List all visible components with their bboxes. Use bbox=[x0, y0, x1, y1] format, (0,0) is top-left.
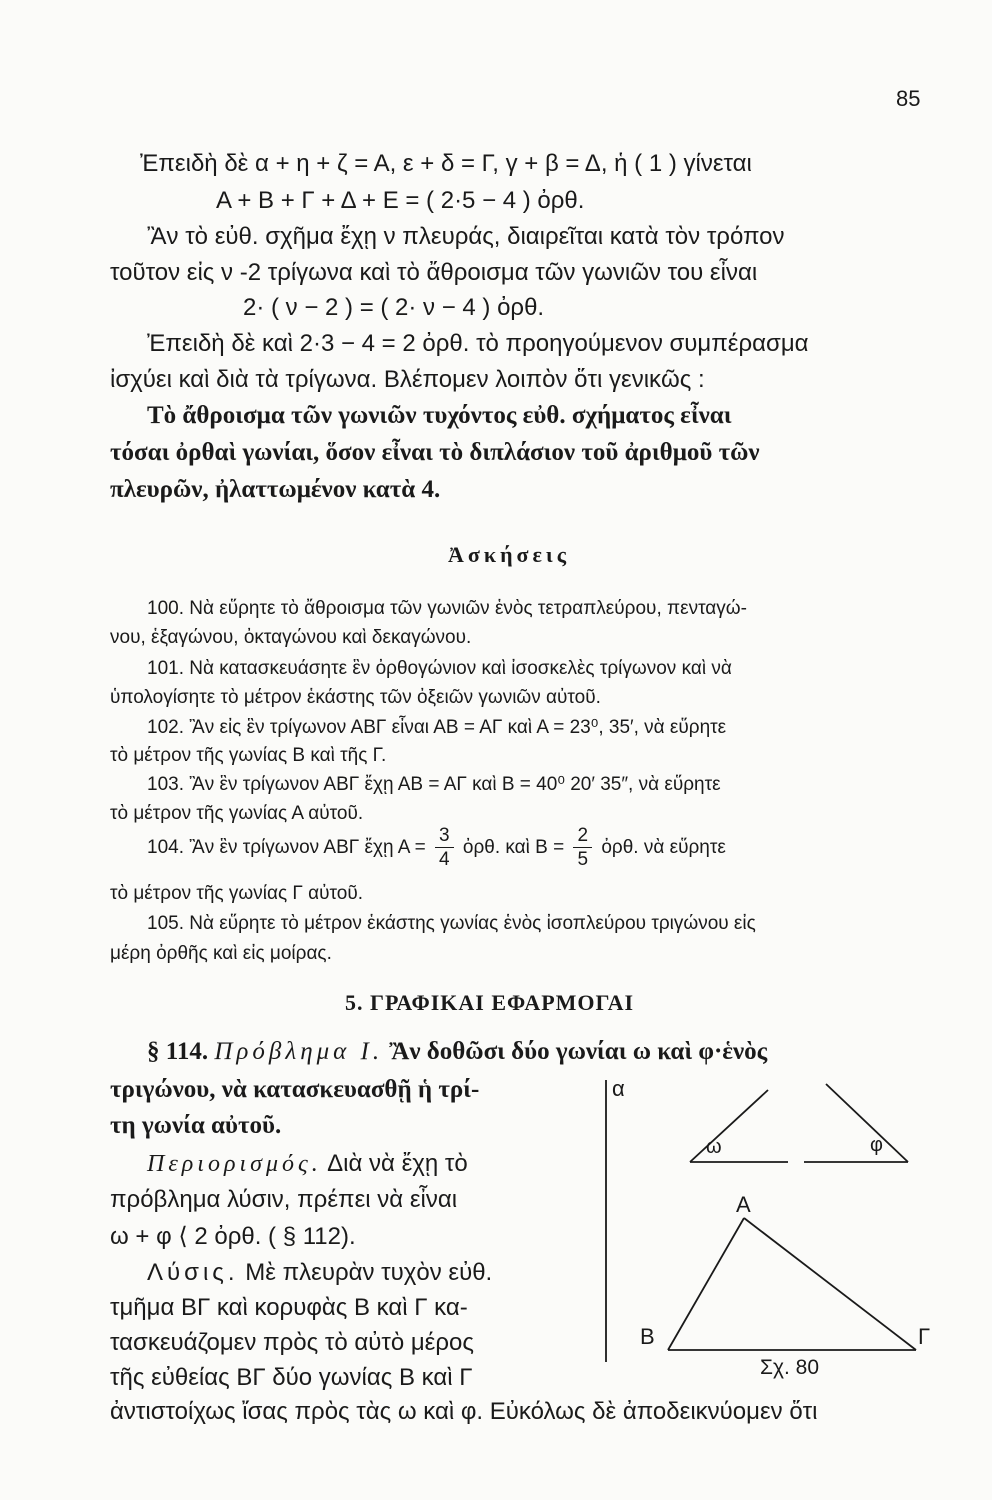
fraction-numerator: 2 bbox=[573, 826, 592, 848]
theorem-line-2: τόσαι ὀρθαὶ γωνίαι, ὅσον εἶναι τὸ διπλάσιον τοῦ ἀριθμοῦ τῶν bbox=[110, 439, 760, 466]
exercise-105-line-1: 105. Νὰ εὕρητε τὸ μέτρον ἑκάστης γωνίας ἑνὸς ἰσοπλεύρου τριγώνου εἰς bbox=[147, 913, 756, 934]
solution-label: Λύσις. bbox=[147, 1259, 239, 1286]
label-phi: φ bbox=[870, 1134, 883, 1156]
phi-angle-arm bbox=[826, 1084, 908, 1162]
problem-line-3: τη γωνία αὐτοῦ. bbox=[110, 1112, 282, 1139]
text-line-2: Α + Β + Γ + Δ + Ε = ( 2·5 − 4 ) ὀρθ. bbox=[216, 187, 585, 214]
text-line-1: Ἐπειδὴ δὲ α + η + ζ = Α, ε + δ = Γ, γ + β = Δ, ἡ ( 1 ) γίνεται bbox=[140, 150, 752, 177]
section-heading: 5. ΓΡΑΦΙΚΑΙ ΕΦΑΡΜΟΓΑΙ bbox=[345, 990, 635, 1015]
problem-line-6: ω + φ ⟨ 2 ὀρθ. ( § 112). bbox=[110, 1223, 356, 1250]
label-vertex-b: Β bbox=[640, 1324, 655, 1349]
triangle-side-ba bbox=[668, 1218, 744, 1350]
text-line-4: τοῦτον εἰς ν -2 τρίγωνα καὶ τὸ ἄθροισμα τῶν γωνιῶν του εἶναι bbox=[110, 259, 758, 286]
exercise-101-line-2: ὑπολογίσητε τὸ μέτρον ἑκάστης τῶν ὀξειῶν γωνιῶν αὐτοῦ. bbox=[110, 687, 601, 708]
exercise-102-line-2: τὸ μέτρον τῆς γωνίας Β καὶ τῆς Γ. bbox=[110, 745, 387, 766]
text-line-3: Ἂν τὸ εὐθ. σχῆμα ἔχῃ ν πλευράς, διαιρεῖται κατὰ τὸν τρόπον bbox=[147, 223, 785, 250]
label-alpha: α bbox=[612, 1076, 625, 1101]
problem-line-11: ἀντιστοίχως ἴσας πρὸς τὰς ω καὶ φ. Εὐκόλως δὲ ἀποδεικνύομεν ὅτι bbox=[110, 1398, 818, 1425]
exercise-104-line-2: τὸ μέτρον τῆς γωνίας Γ αὐτοῦ. bbox=[110, 883, 364, 904]
figure-caption: Σχ. 80 bbox=[760, 1356, 820, 1379]
problem-line-2: τριγώνου, νὰ κατασκευασθῇ ἡ τρί- bbox=[110, 1076, 480, 1103]
text-line-6: Ἐπειδὴ δὲ καὶ 2·3 − 4 = 2 ὀρθ. τὸ προηγούμενον συμπέρασμα bbox=[147, 330, 809, 357]
problem-line-9: τασκευάζομεν πρὸς τὸ αὐτὸ μέρος bbox=[110, 1329, 474, 1356]
exercise-100-line-1: 100. Νὰ εὕρητε τὸ ἄθροισμα τῶν γωνιῶν ἑνὸς τετραπλεύρου, πενταγώ- bbox=[147, 598, 747, 619]
page-number: 85 bbox=[896, 86, 921, 111]
triangle-side-ag bbox=[744, 1218, 916, 1350]
label-omega: ω bbox=[706, 1136, 722, 1158]
exercise-103-line-2: τὸ μέτρον τῆς γωνίας Α αὐτοῦ. bbox=[110, 803, 364, 824]
problem-statement-start: Ἂν δοθῶσι δύο γωνίαι ω καὶ φ·ἑνὸς bbox=[389, 1038, 768, 1065]
exercise-104-post: ὀρθ. νὰ εὕρητε bbox=[601, 837, 726, 858]
problem-line-5: πρόβλημα λύσιν, πρέπει νὰ εἶναι bbox=[110, 1186, 458, 1213]
label-vertex-a: Α bbox=[736, 1192, 751, 1217]
exercise-101-line-1: 101. Νὰ κατασκευάσητε ἓν ὀρθογώνιον καὶ ἰσοσκελὲς τρίγωνον καὶ νὰ bbox=[147, 658, 732, 679]
exercise-103-line-1: 103. Ἂν ἓν τρίγωνον ΑΒΓ ἔχῃ ΑΒ = ΑΓ καὶ Β = 40⁰ 20′ 35″, νὰ εὕρητε bbox=[147, 774, 721, 795]
omega-angle-arm bbox=[690, 1090, 768, 1162]
fraction-denominator: 4 bbox=[439, 849, 450, 870]
theorem-line-3: πλευρῶν, ἠλαττωμένον κατὰ 4. bbox=[110, 476, 441, 503]
exercise-100-line-2: νου, ἑξαγώνου, ὀκταγώνου καὶ δεκαγώνου. bbox=[110, 627, 472, 648]
paragraph-number: § 114. bbox=[147, 1038, 209, 1065]
text-line-5: 2· ( ν − 2 ) = ( 2· ν − 4 ) ὀρθ. bbox=[243, 294, 545, 321]
exercise-105-line-2: μέρη ὀρθῆς καὶ εἰς μοίρας. bbox=[110, 943, 332, 964]
fraction-numerator: 3 bbox=[435, 826, 454, 848]
exercises-heading: Ἀσκήσεις bbox=[448, 542, 571, 567]
text-line-7: ἰσχύει καὶ διὰ τὰ τρίγωνα. Βλέπομεν λοιπὸν ὅτι γενικῶς : bbox=[110, 366, 705, 393]
restriction-label: Περιορισμός. bbox=[147, 1151, 322, 1177]
problem-label: Πρόβλημα Ι. bbox=[214, 1038, 384, 1065]
exercise-104-mid: ὀρθ. καὶ Β = bbox=[462, 837, 565, 858]
problem-line-10: τῆς εὐθείας ΒΓ δύο γωνίας Β καὶ Γ bbox=[110, 1364, 473, 1391]
label-vertex-g: Γ bbox=[918, 1324, 931, 1349]
restriction-text: Διὰ νὰ ἔχῃ τὸ bbox=[327, 1150, 468, 1177]
solution-text: Μὲ πλευρὰν τυχὸν εὐθ. bbox=[245, 1259, 493, 1286]
problem-line-8: τμῆμα ΒΓ καὶ κορυφὰς Β καὶ Γ κα- bbox=[110, 1294, 468, 1321]
fraction-denominator: 5 bbox=[577, 849, 589, 870]
exercise-104-pre: 104. Ἂν ἓν τρίγωνον ΑΒΓ ἔχῃ Α = bbox=[147, 837, 426, 858]
exercise-102-line-1: 102. Ἂν εἰς ἓν τρίγωνον ΑΒΓ εἶναι ΑΒ = ΑΓ καὶ Α = 23⁰, 35′, νὰ εὕρητε bbox=[147, 717, 727, 738]
theorem-line-1: Τὸ ἄθροισμα τῶν γωνιῶν τυχόντος εὐθ. σχήματος εἶναι bbox=[147, 402, 732, 429]
